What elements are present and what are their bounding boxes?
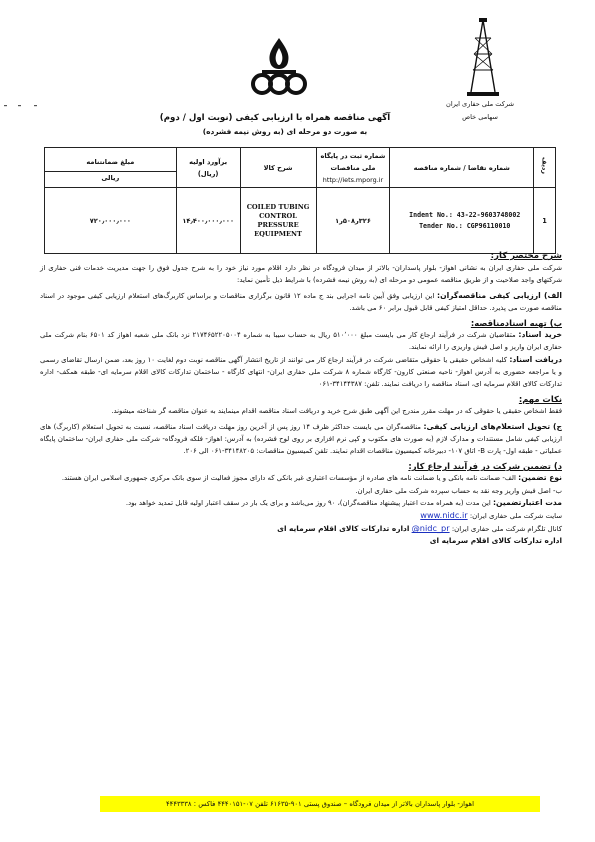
site-link[interactable]: www.nidc.ir (420, 510, 468, 521)
note-text: فقط اشخاص حقیقی یا حقوقی که در مهلت مقرر مندرج این آگهی طبق شرح خرید و دریافت اسناد مناقصه اقدام مینمایند به عنوان مناقصه گر شناخته میشوند. (111, 407, 562, 416)
receive-paragraph: دریافت اسناد: کلیه اشخاص حقیقی یا حقوقی متقاضی شرکت در فرآیند ارجاع کار می توانند از تاریخ انتشار آگهی مناقصه نوبت دوم لغایت ۱۰ روز بعد، ضمن ارسال تقاضای رسمی و یا مراجعه حضوری به آدرس اهواز- ناحیه صنعتی کارون- کارگاه شماره ۸ شرکت ملی حفاری ایران- انتهای کارگاه - ساختمان تدارکات کالای اقلام سرمایه ای- طبقه همکف- اداره تدارکات کالای اقلام سرمایه ای، اسناد مناقصه را دریافت نمایند. تلفن: ۳۴۱۴۴۳۸۷-۰۶۱ (40, 354, 562, 389)
jim-paragraph: ج) تحویل استعلام‌های ارزیابی کیفی: مناقصه‌گران می بایست حداکثر ظرف ۱۴ روز پس از آخرین روز مهلت دریافت اسناد مناقصه، نسبت به تحویل استعلام (کاربرگ) های ارزیابی کیفی شامل مستندات و مدارک لازم (به صورت های مکتوب و کپی نرم افزاری بر روی لوح فشرده) به آدرس: اهواز- فلکه فرودگاه- شرکت ملی حفاری ایران- ساختمان پایگاه عملیاتی - طبقه اول- پارت B- اتاق ۱۰۷- دبیرخانه کمیسیون مناقصات اقدام نمایند. تلفن کمیسیون مناقصات: ۳۴۱۴۸۲۰۵-۰۶۱ الی ۲۰۶. (40, 421, 562, 456)
summary-text: شرکت ملی حفاری ایران به نشانی اهواز- بلوار پاسداران- بالاتر از میدان فرودگاه در نظر دارد اقلام مورد نیاز خود را به شرح جدول فوق را جهت مدیریت خدمات فنی حفاری از شرکتهای واجد صلاحیت و از طریق مناقصه عمومی دو مرحله ای (به روش نیمه فشرده) با شرایط ذیل تأمین نماید: (40, 264, 562, 285)
cell-reg-no: ۳۲۶ر۵۰۸ر۱ (316, 188, 390, 254)
validity-paragraph: مدت اعتبارتضمین: این مدت (به همراه مدت اعتبار پیشنهاد مناقصه‌گران)، ۹۰ روز می‌باشد و برای یک بار در سقف اعتبار اولیه قابل تمدید خواهد بود. (125, 497, 562, 507)
closing-line: اداره تدارکات کالای اقلام سرمایه ای (429, 536, 562, 546)
company-type: سهامی خاص (462, 113, 498, 121)
company-name: شرکت ملی حفاری ایران (445, 100, 515, 108)
notice-title: آگهی مناقصه همراه با ارزیابی کیفی (نوبت اول / دوم) (159, 113, 391, 123)
indent-no: Indent No.: 43-22-9603748002 (409, 210, 521, 219)
nioc-flame-logo-icon (248, 36, 310, 96)
table-header-row (45, 148, 556, 188)
drilling-derrick-icon (466, 18, 500, 98)
notice-subtitle: به صورت دو مرحله ای (به روش نیمه فشرده) (202, 127, 368, 136)
company-name-block (420, 98, 540, 124)
cell-row-no: 1 (534, 188, 556, 254)
telegram-link[interactable]: @nidc_pr (411, 523, 450, 534)
note-title: نکات مهم: (518, 394, 562, 405)
summary-title: شرح مختصر کار: (490, 251, 562, 261)
cell-ref (390, 188, 534, 254)
footer-address-bar: اهواز- بلوار پاسداران بالاتر از میدان فرودگاه – صندوق پستی ۹۰۱-۶۱۶۳۵ تلفن ۰۷-۴۴۴۰۱۵۱ فاکس : ۴۴۴۳۳۳۸ (100, 796, 540, 812)
be-title: ب) تهیه اسنادمناقصه: (470, 318, 562, 329)
site-line: سایت شرکت ملی حفاری ایران: www.nidc.ir (420, 510, 562, 521)
header-ref: شماره تقاضا / شماره مناقصه (390, 148, 534, 188)
header-row-no: ردیف (534, 148, 556, 188)
header-reg: شماره ثبت در پایگاه ملی مناقصات http://iets.mporg.ir (316, 148, 390, 188)
tender-table (44, 147, 556, 254)
purchase-paragraph: خرید اسناد: متقاضیان شرکت در فرآیند ارجاع کار می بایست مبلغ ۵۱۰٬۰۰۰ ریال به حساب سیبا به شماره ۲۱۷۴۶۵۲۲۰۵۰۰۴ نزد بانک ملی شعبه اهواز کد ۶۵۰۱ بنام شرکت ملی حفاری ایران واریز و اصل فیش واریزی را ارائه نمایند. (40, 330, 562, 352)
cell-estimate: ۱۴٫۴۰۰٫۰۰۰٫۰۰۰ (176, 188, 240, 254)
telegram-line: کانال تلگرام شرکت ملی حفاری ایران: @nidc_pr اداره تدارکات کالای اقلام سرمایه ای (277, 523, 562, 534)
guarantee-paragraph: نوع تضمین: الف- ضمانت نامه بانکی و یا ضمانت نامه های صادره از مؤسسات اعتباری غیر بانکی که دارای مجوز فعالیت از سوی بانک مرکزی جمهوری اسلامی ایران هستند. (61, 473, 562, 483)
table-row (45, 188, 556, 254)
notice-body (40, 250, 562, 548)
reg-url: http://iets.mporg.ir (322, 175, 384, 184)
dal-title: د) تضمین شرکت در فرآیند ارجاع کار: (408, 461, 562, 472)
header-estimate: برآورد اولیه (ریال) (176, 148, 240, 188)
guarantee-b: ب- اصل فیش واریز وجه نقد به حساب سپرده شرکت ملی حفاری ایران. (355, 486, 562, 495)
scan-mark-icon (4, 104, 40, 108)
alef-paragraph: الف) ارزیابی کیفی مناقصه‌گران: این ارزیابی وفق آیین نامه اجرایی بند ج ماده ۱۲ قانون برگزاری مناقصات و براساس کاربرگ‌های استعلام ارزیابی کیفی موجود در اسناد مناقصه صورت می پذیرد. حداقل امتیاز کیفی قابل قبول برابر ۶۰ می باشد. (40, 290, 562, 312)
tender-no: Tender No.: CGP96110010 (419, 221, 511, 230)
header-item: شرح کالا (240, 148, 316, 188)
cell-item: COILED TUBING CONTROL PRESSURE EQUIPMENT (240, 188, 316, 254)
cell-bond: ۷۲۰٫۰۰۰٫۰۰۰ (45, 188, 177, 254)
header-bond: مبلغ ضمانتنامه ریالی (45, 148, 177, 188)
